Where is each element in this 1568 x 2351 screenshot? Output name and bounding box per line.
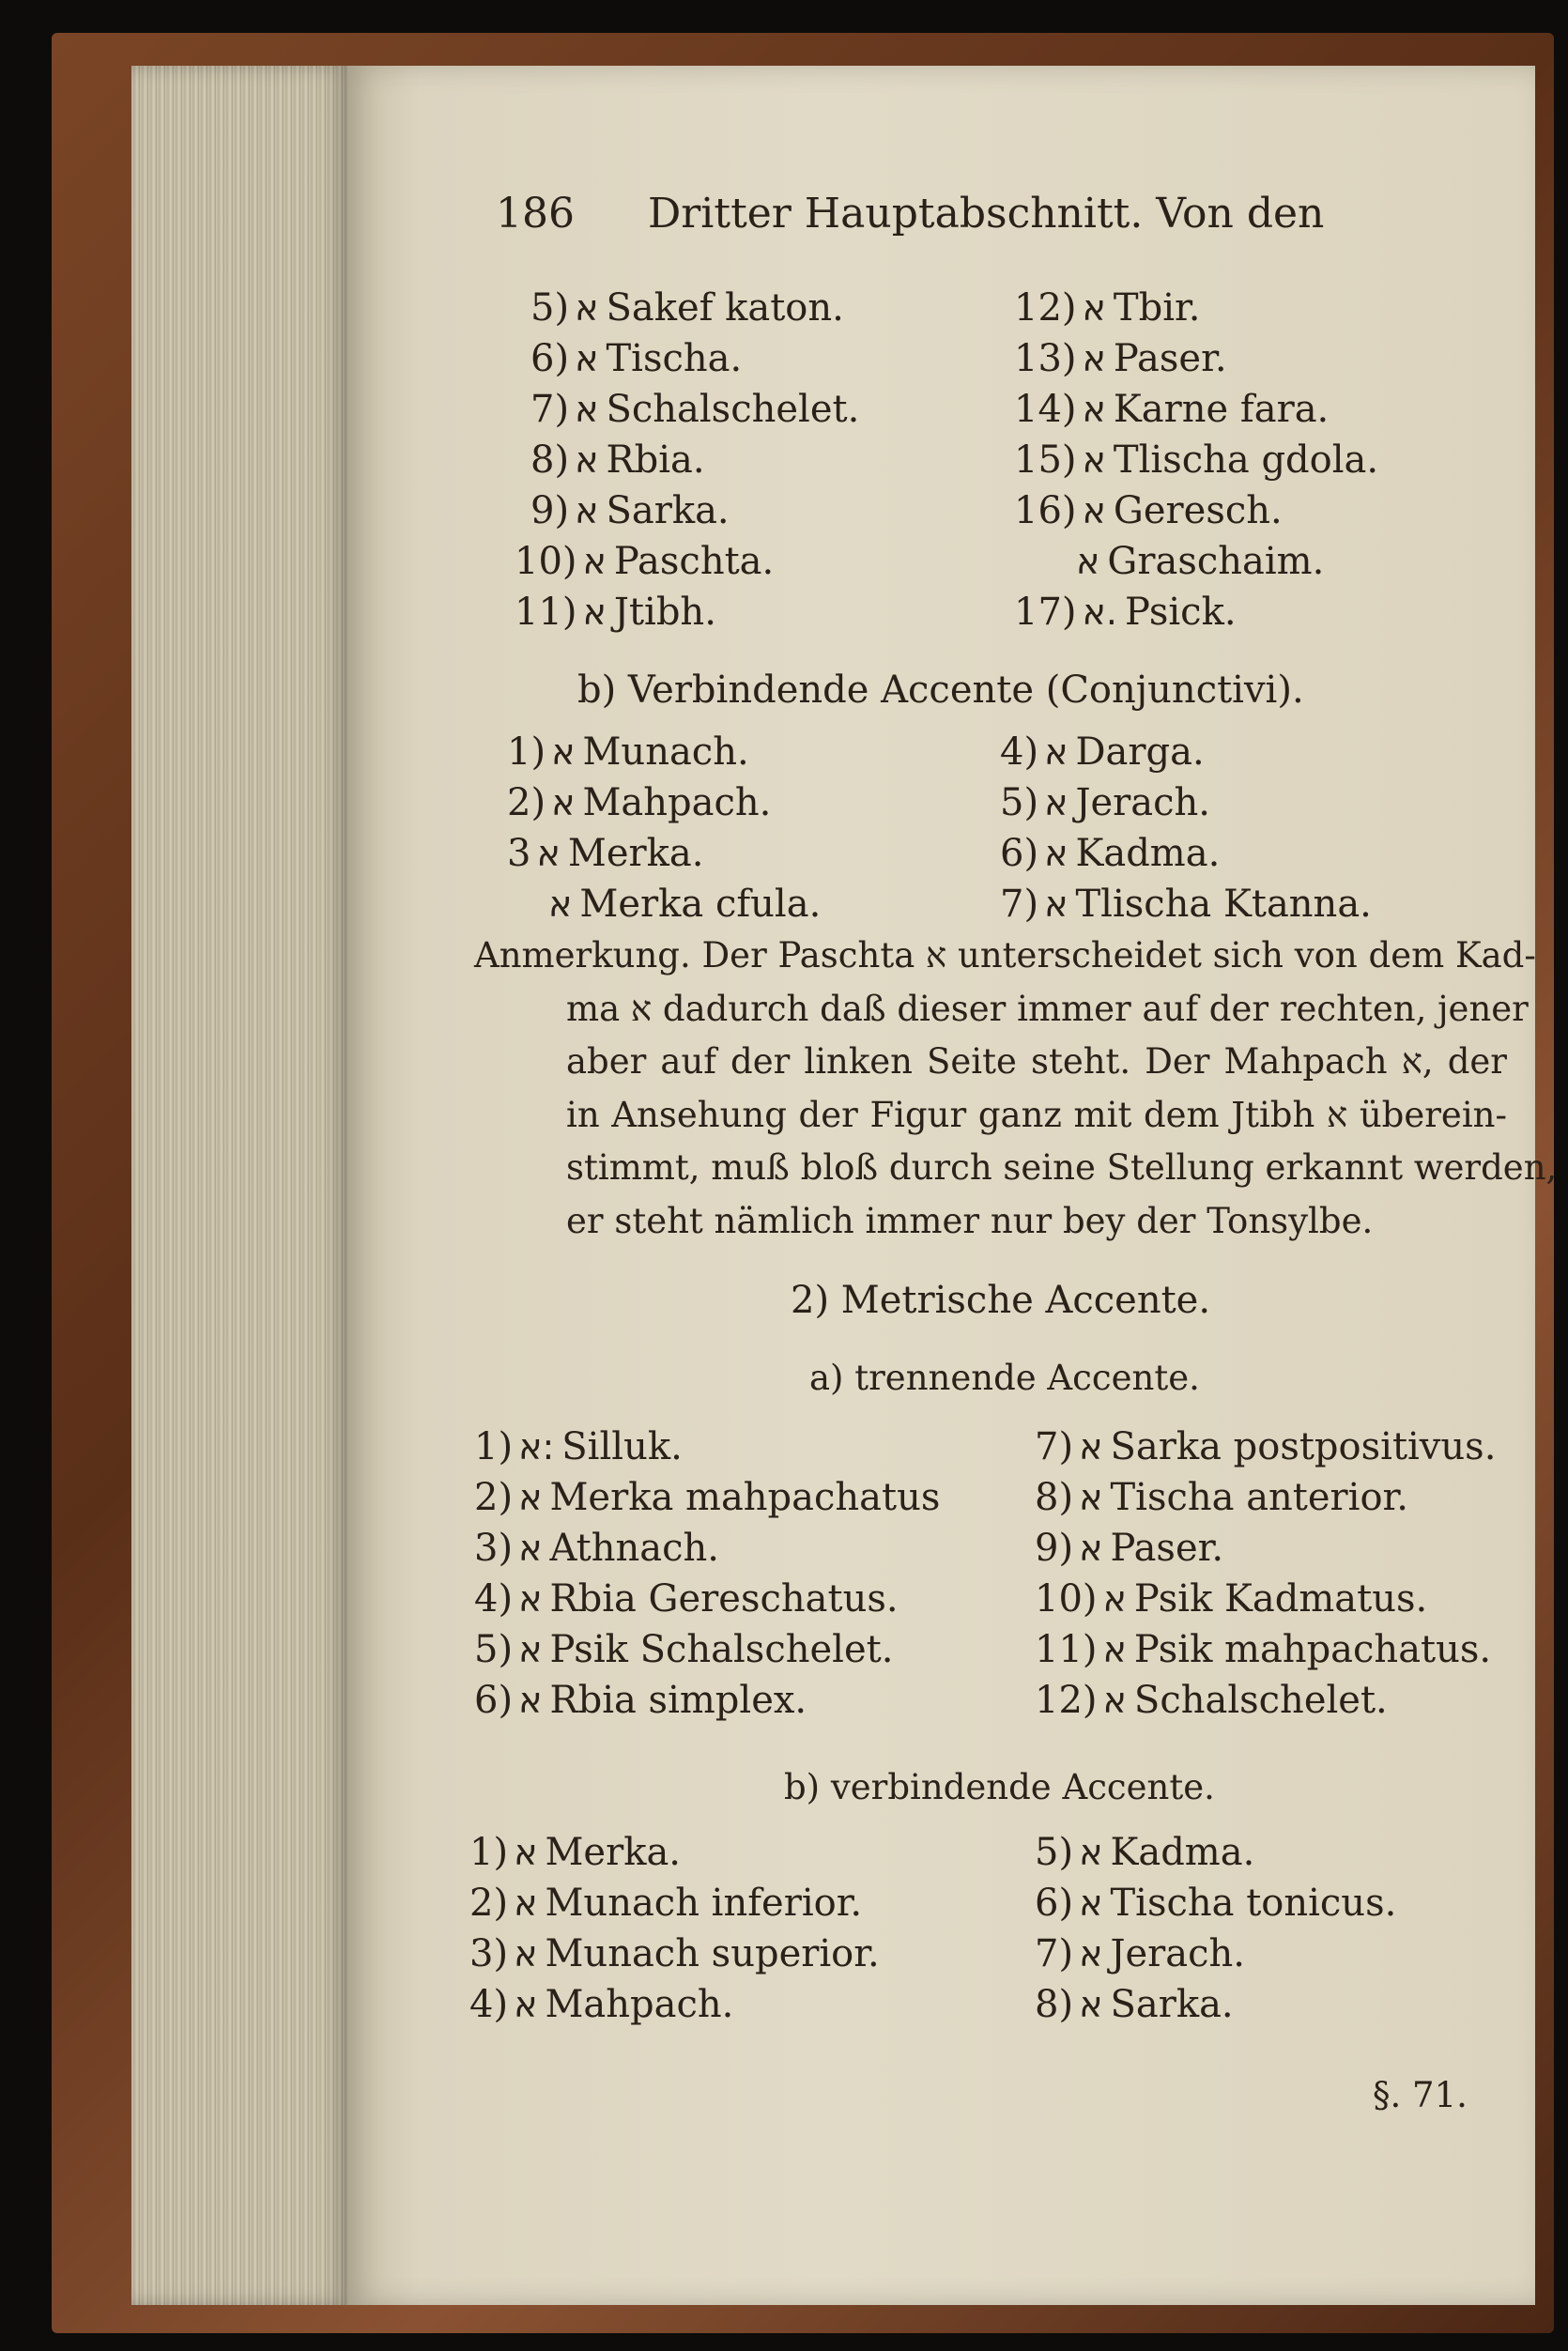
list-item: 5) א Sakef katon. [530, 286, 844, 330]
list-item: 3 א Merka. [507, 832, 704, 875]
list-item: 2) א Merka mahpachatus [474, 1476, 941, 1519]
list-item: 8) א Sarka. [1035, 1983, 1234, 2026]
list-item: 7) א Schalschelet. [530, 388, 860, 431]
list-item: 12) א Tbir. [1014, 286, 1201, 330]
list-item: 6) א Kadma. [1000, 832, 1221, 875]
list-item: 8) א Tischa anterior. [1035, 1476, 1408, 1519]
note-paragraph [474, 930, 1558, 1248]
list-item: 2) א Munach inferior. [469, 1882, 863, 1925]
list-item: 4) א Darga. [1000, 730, 1205, 774]
list-item: 5) א Jerach. [1000, 781, 1211, 824]
list-item: 1) א Munach. [507, 730, 749, 774]
list-item: 4) א Mahpach. [469, 1983, 734, 2026]
list-item: 14) א Karne fara. [1014, 388, 1330, 431]
list-item: 5) א Kadma. [1035, 1831, 1255, 1874]
list-item: 1) א Merka. [469, 1831, 682, 1874]
list-item: 3) א Munach superior. [469, 1932, 880, 1975]
list-item: 6) א Rbia simplex. [474, 1679, 807, 1722]
section-heading: b) Verbindende Accente (Conjunctivi). [577, 668, 1304, 712]
note-line: ma א dadurch daß dieser immer auf der rechten, jener [566, 988, 1529, 1029]
list-item: 1) א: Silluk. [474, 1425, 683, 1468]
list-item: 8) א Rbia. [530, 438, 705, 482]
catchword: §. 71. [1373, 2075, 1468, 2115]
page-edges [131, 66, 347, 2305]
list-item: א Graschaim. [1076, 540, 1325, 583]
note-line: aber auf der linken Seite steht. Der Mahpach א, der [566, 1041, 1507, 1082]
note-line: Anmerkung. Der Paschta א unterscheidet sich von dem Kad- [474, 935, 1536, 976]
list-item: 15) א Tlischa gdola. [1014, 438, 1379, 482]
list-item: 10) א Psik Kadmatus. [1035, 1577, 1428, 1621]
list-item: 5) א Psik Schalschelet. [474, 1628, 894, 1671]
page-number: 186 [496, 190, 575, 238]
list-item: 17) א. Psick. [1014, 591, 1237, 634]
list-item: 9) א Paser. [1035, 1527, 1224, 1570]
list-item: 12) א Schalschelet. [1035, 1679, 1388, 1722]
list-item: 4) א Rbia Gereschatus. [474, 1577, 899, 1621]
list-item: 9) א Sarka. [530, 489, 730, 532]
list-item: 10) א Paschta. [515, 540, 775, 583]
running-title: Dritter Hauptabschnitt. Von den [648, 190, 1325, 238]
list-item: 13) א Paser. [1014, 337, 1227, 380]
list-item: 16) א Geresch. [1014, 489, 1283, 532]
list-item: 2) א Mahpach. [507, 781, 772, 824]
list-item: 11) א Jtibh. [515, 591, 716, 634]
subsection-heading: a) trennende Accente. [809, 1358, 1200, 1398]
list-item: 6) א Tischa. [530, 337, 743, 380]
section-heading: 2) Metrische Accente. [791, 1279, 1211, 1322]
list-item: 11) א Psik mahpachatus. [1035, 1628, 1492, 1671]
subsection-heading: b) verbindende Accente. [784, 1767, 1215, 1807]
list-item: 7) א Jerach. [1035, 1932, 1246, 1975]
list-item: א Merka cfula. [548, 883, 822, 926]
list-item: 6) א Tischa tonicus. [1035, 1882, 1397, 1925]
list-item: 3) א Athnach. [474, 1527, 719, 1570]
note-line: stimmt, muß bloß durch seine Stellung erkannt werden, [566, 1147, 1558, 1188]
note-line: in Ansehung der Figur ganz mit dem Jtibh א überein- [566, 1094, 1507, 1135]
note-line: er steht nämlich immer nur bey der Tonsylbe. [566, 1200, 1374, 1241]
list-item: 7) א Tlischa Ktanna. [1000, 883, 1372, 926]
list-item: 7) א Sarka postpositivus. [1035, 1425, 1497, 1468]
